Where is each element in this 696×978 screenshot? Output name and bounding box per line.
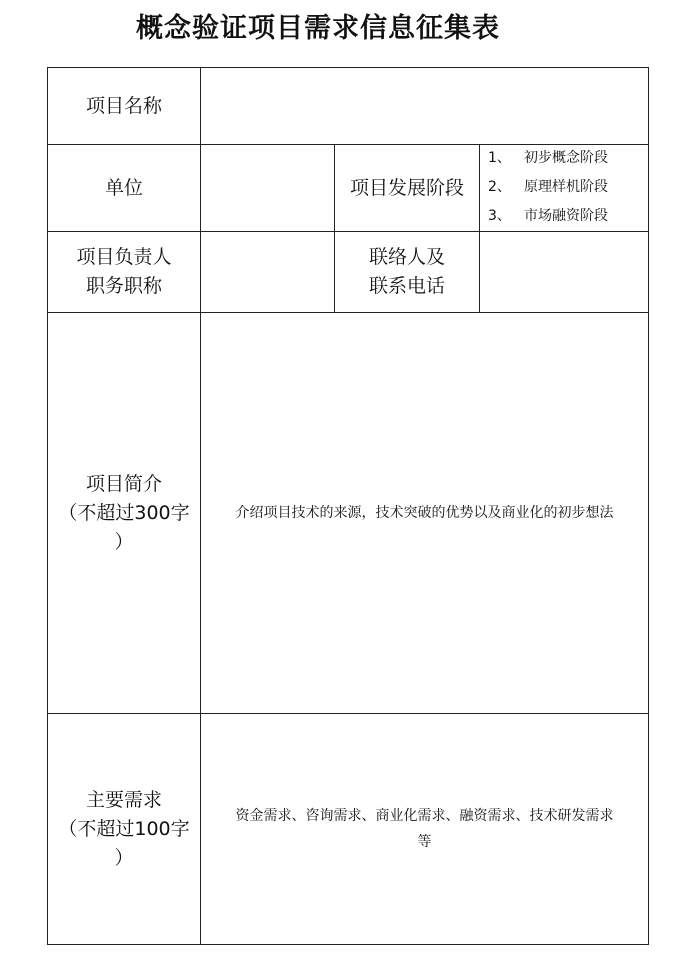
needs-hint-line1: 资金需求、咨询需求、商业化需求、融资需求、技术研发需求 bbox=[235, 808, 614, 824]
stage-option-number: 2、 bbox=[488, 179, 511, 195]
leader-field[interactable] bbox=[201, 232, 334, 312]
intro-label-line3: ） bbox=[114, 530, 134, 553]
needs-hint-line2: 等 bbox=[417, 834, 432, 850]
table-border-right bbox=[648, 67, 649, 945]
stage-option-number: 3、 bbox=[488, 208, 511, 224]
unit-field[interactable] bbox=[201, 145, 334, 231]
unit-label bbox=[48, 145, 200, 231]
intro-label-line1: 项目简介 bbox=[85, 472, 162, 495]
page-title: 概念验证项目需求信息征集表 bbox=[136, 13, 500, 44]
project-name-label bbox=[48, 68, 200, 144]
stage-option-text: 初步概念阶段 bbox=[524, 150, 608, 166]
intro-hint: 介绍项目技术的来源，技术突破的优势以及商业化的初步想法 bbox=[235, 505, 614, 521]
leader-label-line2: 职务职称 bbox=[85, 275, 162, 297]
stage-options bbox=[488, 144, 648, 231]
project-name-field[interactable] bbox=[201, 68, 648, 144]
stage-option-text: 原理样机阶段 bbox=[524, 179, 608, 195]
stage-option-2[interactable] bbox=[488, 173, 648, 202]
leader-label bbox=[48, 232, 200, 312]
intro-label-line2: （不超过300字 bbox=[58, 501, 190, 524]
intro-label bbox=[48, 313, 200, 713]
needs-field[interactable] bbox=[201, 714, 648, 944]
contact-field[interactable] bbox=[480, 232, 648, 312]
stage-label bbox=[335, 145, 479, 231]
stage-option-text: 市场融资阶段 bbox=[524, 208, 608, 224]
project-name-label-text: 项目名称 bbox=[85, 94, 162, 117]
needs-label-line2: （不超过100字 bbox=[58, 817, 190, 840]
stage-option-number: 1、 bbox=[488, 150, 511, 166]
stage-option-1[interactable] bbox=[488, 144, 648, 173]
leader-label-line1: 项目负责人 bbox=[76, 246, 172, 268]
contact-label-line2: 联系电话 bbox=[368, 275, 445, 297]
needs-label-line1: 主要需求 bbox=[85, 788, 162, 811]
needs-label bbox=[48, 714, 200, 944]
contact-label bbox=[335, 232, 479, 312]
unit-label-text: 单位 bbox=[104, 176, 143, 199]
intro-field[interactable] bbox=[201, 313, 648, 713]
needs-label-line3: ） bbox=[114, 846, 134, 869]
table-border-bottom bbox=[47, 944, 649, 945]
contact-label-line1: 联络人及 bbox=[368, 246, 445, 268]
stage-option-3[interactable] bbox=[488, 202, 648, 231]
stage-label-text: 项目发展阶段 bbox=[349, 176, 464, 199]
